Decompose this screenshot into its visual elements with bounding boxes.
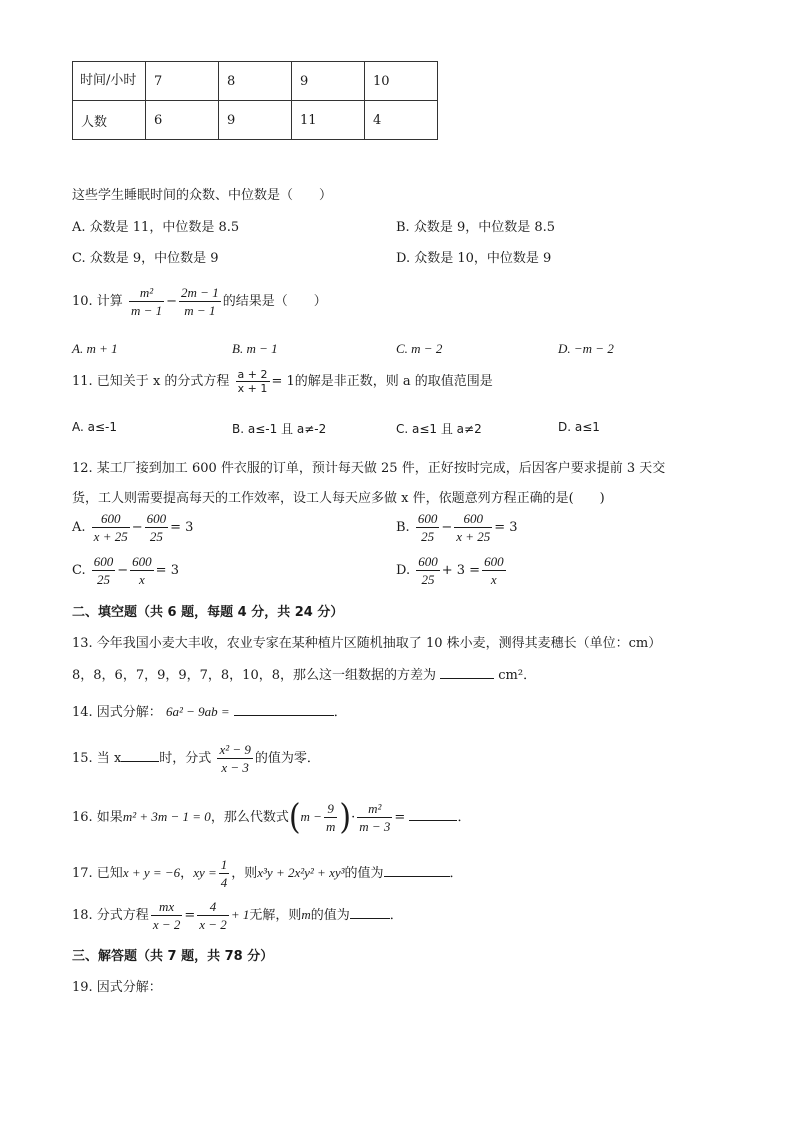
fraction [236, 368, 270, 395]
denominator: x − 2 [199, 917, 227, 932]
question-16 [72, 796, 471, 838]
fraction [416, 553, 440, 588]
denominator: 25 [421, 572, 435, 587]
answer-blank[interactable] [440, 678, 494, 679]
answer-blank[interactable] [409, 820, 457, 821]
question-10-option-b: B. m − 1 [232, 341, 278, 356]
table-cell: 7 [146, 62, 219, 101]
question-18 [72, 898, 403, 933]
question-19: 19. 因式分解： [72, 980, 162, 995]
question-18-mid: 无解，则 [249, 908, 302, 923]
denominator: 25 [149, 529, 163, 544]
numerator: 600 [484, 554, 504, 569]
numerator: 600 [93, 554, 114, 569]
answer-blank[interactable] [384, 876, 450, 877]
data-table [72, 61, 438, 140]
question-10-option-a: A. m + 1 [72, 341, 118, 356]
numerator: 600 [132, 554, 152, 569]
question-17 [72, 856, 463, 891]
denominator: x + 25 [93, 529, 128, 544]
numerator: m² [129, 284, 164, 302]
question-10-prefix: 10. 计算 [72, 294, 123, 309]
fraction [454, 510, 492, 545]
equals: = [184, 908, 196, 923]
table-cell: 11 [292, 101, 365, 140]
condition: m² + 3m − 1 = 0 [122, 809, 211, 824]
denominator: 25 [421, 529, 435, 544]
fraction [151, 898, 183, 933]
option-label: C. [72, 563, 86, 578]
table-cell: 6 [146, 101, 219, 140]
question-9-stem: 这些学生睡眠时间的众数、中位数是（ ） [72, 188, 333, 203]
option-label: A. [72, 520, 86, 535]
question-10-option-d: D. −m − 2 [558, 341, 614, 356]
fraction [197, 898, 229, 933]
question-12-line-1: 12. 某工厂接到加工 600 件衣服的订单，预计每天做 25 件，正好按时完成，后因客户要求提前 3 天交 [72, 461, 666, 476]
question-11-option-c: C. a≤1 且 a≠2 [396, 422, 482, 436]
question-15-prefix: 15. 当 x [72, 751, 122, 766]
denominator: x [490, 572, 497, 587]
table-cell: 8 [219, 62, 292, 101]
numerator: 2m − 1 [181, 285, 219, 300]
expression: + 1 [230, 907, 250, 922]
question-11 [72, 368, 493, 395]
question-14-prefix: 14. 因式分解： [72, 705, 162, 720]
question-12-option-b [396, 510, 518, 545]
question-18-suffix: 的值为 [310, 908, 350, 923]
denominator: m [325, 819, 336, 834]
question-13-line-1: 13. 今年我国小麦大丰收，农业专家在某种植片区随机抽取了 10 株小麦，测得其麦穗长（单位：cm） [72, 636, 662, 651]
separator: ， [180, 866, 194, 881]
question-10-suffix: 的结果是（ ） [222, 294, 327, 309]
fraction [179, 284, 221, 319]
question-12-option-d [396, 553, 508, 588]
fraction [217, 741, 252, 776]
question-18-prefix: 18. 分式方程 [72, 908, 149, 923]
denominator: m − 1 [130, 303, 163, 318]
question-16-prefix: 16. 如果 [72, 810, 123, 825]
question-17-prefix: 17. 已知 [72, 866, 123, 881]
question-15 [72, 741, 320, 776]
table-cell: 人数 [73, 101, 146, 140]
denominator: 25 [97, 572, 111, 587]
question-17-mid: ，则 [231, 866, 258, 881]
denominator: 4 [220, 875, 228, 890]
question-9-option-a: A. 众数是 11，中位数是 8.5 [72, 220, 240, 235]
left-paren: ( [288, 796, 301, 838]
numerator: 600 [146, 511, 167, 526]
table-row [73, 62, 438, 101]
denominator: m − 1 [184, 303, 216, 318]
question-11-option-b: B. a≤-1 且 a≠-2 [232, 422, 327, 436]
question-9-option-c: C. 众数是 9，中位数是 9 [72, 251, 219, 266]
table-cell: 10 [365, 62, 438, 101]
fraction [482, 553, 506, 588]
denominator: x + 25 [456, 529, 491, 544]
expression: m − [300, 809, 322, 824]
period: ． [333, 705, 347, 720]
question-13-line-2 [72, 664, 536, 683]
question-11-option-d: D. a≤1 [558, 420, 600, 434]
denominator: m − 3 [359, 819, 391, 834]
question-15-mid: 时，分式 [159, 751, 212, 766]
numerator: 600 [418, 554, 438, 569]
question-11-suffix: = 1的解是非正数，则 a 的取值范围是 [271, 374, 493, 389]
question-9-option-d: D. 众数是 10，中位数是 9 [396, 251, 552, 266]
expression: x³y + 2x²y² + xy³ [257, 865, 345, 880]
expression: 6a² − 9ab = [165, 704, 230, 719]
table-cell: 时间/小时 [73, 62, 146, 101]
variable: m [301, 907, 311, 922]
numerator: mx [151, 898, 183, 916]
question-11-prefix: 11. 已知关于 x 的分式方程 [72, 374, 230, 389]
plus-three: + 3 = [441, 563, 481, 578]
question-15-suffix: 的值为零． [254, 751, 320, 766]
numerator: x² − 9 [219, 742, 251, 757]
unit: cm²． [498, 668, 537, 683]
expression: xy = [193, 865, 217, 880]
option-label: D. [396, 563, 411, 578]
denominator: x − 3 [221, 760, 249, 775]
fraction [129, 284, 164, 319]
question-9-option-b: B. 众数是 9，中位数是 8.5 [396, 220, 556, 235]
question-14 [72, 701, 347, 720]
right-paren: ) [339, 796, 352, 838]
numerator: 1 [220, 857, 228, 872]
numerator: a + 2 [237, 368, 268, 381]
numerator: 600 [454, 510, 492, 528]
answer-blank[interactable] [234, 715, 334, 716]
equals-three: = 3 [170, 520, 194, 535]
question-16-mid: ，那么代数式 [210, 810, 289, 825]
section-3-heading: 三、解答题（共 7 题，共 78 分） [72, 949, 274, 964]
fraction [92, 553, 116, 588]
equals: = [394, 810, 406, 825]
fraction [219, 856, 230, 891]
option-label: B. [396, 520, 410, 535]
fraction [130, 553, 154, 588]
question-11-option-a: A. a≤-1 [72, 420, 117, 434]
numerator: m² [357, 800, 392, 818]
minus-sign: − [131, 520, 143, 535]
period: ． [457, 810, 471, 825]
numerator: 4 [197, 898, 229, 916]
fraction [324, 800, 337, 835]
question-10: 10. 计算 $\frac{\text{m²}}{m - 1}$ − $\frac{2m - 1}{m - 1}$ 的结果是（ ） [72, 285, 327, 318]
fraction [145, 510, 169, 545]
dot: · [351, 810, 356, 825]
denominator: x + 1 [237, 382, 268, 395]
question-13-text: 8，8，6，7，9，9，7，8，10，8，那么这一组数据的方差为 [72, 668, 436, 683]
numerator: 9 [324, 800, 337, 818]
question-12-option-c [72, 553, 179, 588]
denominator: x − 2 [152, 917, 181, 932]
section-2-heading: 二、填空题（共 6 题，每题 4 分，共 24 分） [72, 605, 344, 620]
numerator: 600 [92, 510, 130, 528]
fraction [357, 800, 392, 835]
fraction [416, 510, 440, 545]
table-cell: 9 [292, 62, 365, 101]
question-10-option-c: C. m − 2 [396, 341, 443, 356]
answer-blank[interactable] [121, 761, 159, 762]
table-cell: 4 [365, 101, 438, 140]
numerator: 600 [417, 511, 438, 526]
minus-sign: − [117, 563, 129, 578]
table-cell: 9 [219, 101, 292, 140]
question-12-line-2: 货，工人则需要提高每天的工作效率，设工人每天应多做 x 件，依题意列方程正确的是( ) [72, 491, 605, 506]
answer-blank[interactable] [350, 918, 390, 919]
fraction [92, 510, 130, 545]
period: ． [449, 866, 463, 881]
period: ． [389, 908, 403, 923]
minus-sign: − [441, 520, 453, 535]
condition: x + y = −6 [122, 865, 181, 880]
table-row [73, 101, 438, 140]
question-17-suffix: 的值为 [344, 866, 384, 881]
equals-three: = 3 [494, 520, 518, 535]
question-12-option-a [72, 510, 193, 545]
denominator: x [139, 572, 145, 587]
equals-three: = 3 [155, 563, 179, 578]
